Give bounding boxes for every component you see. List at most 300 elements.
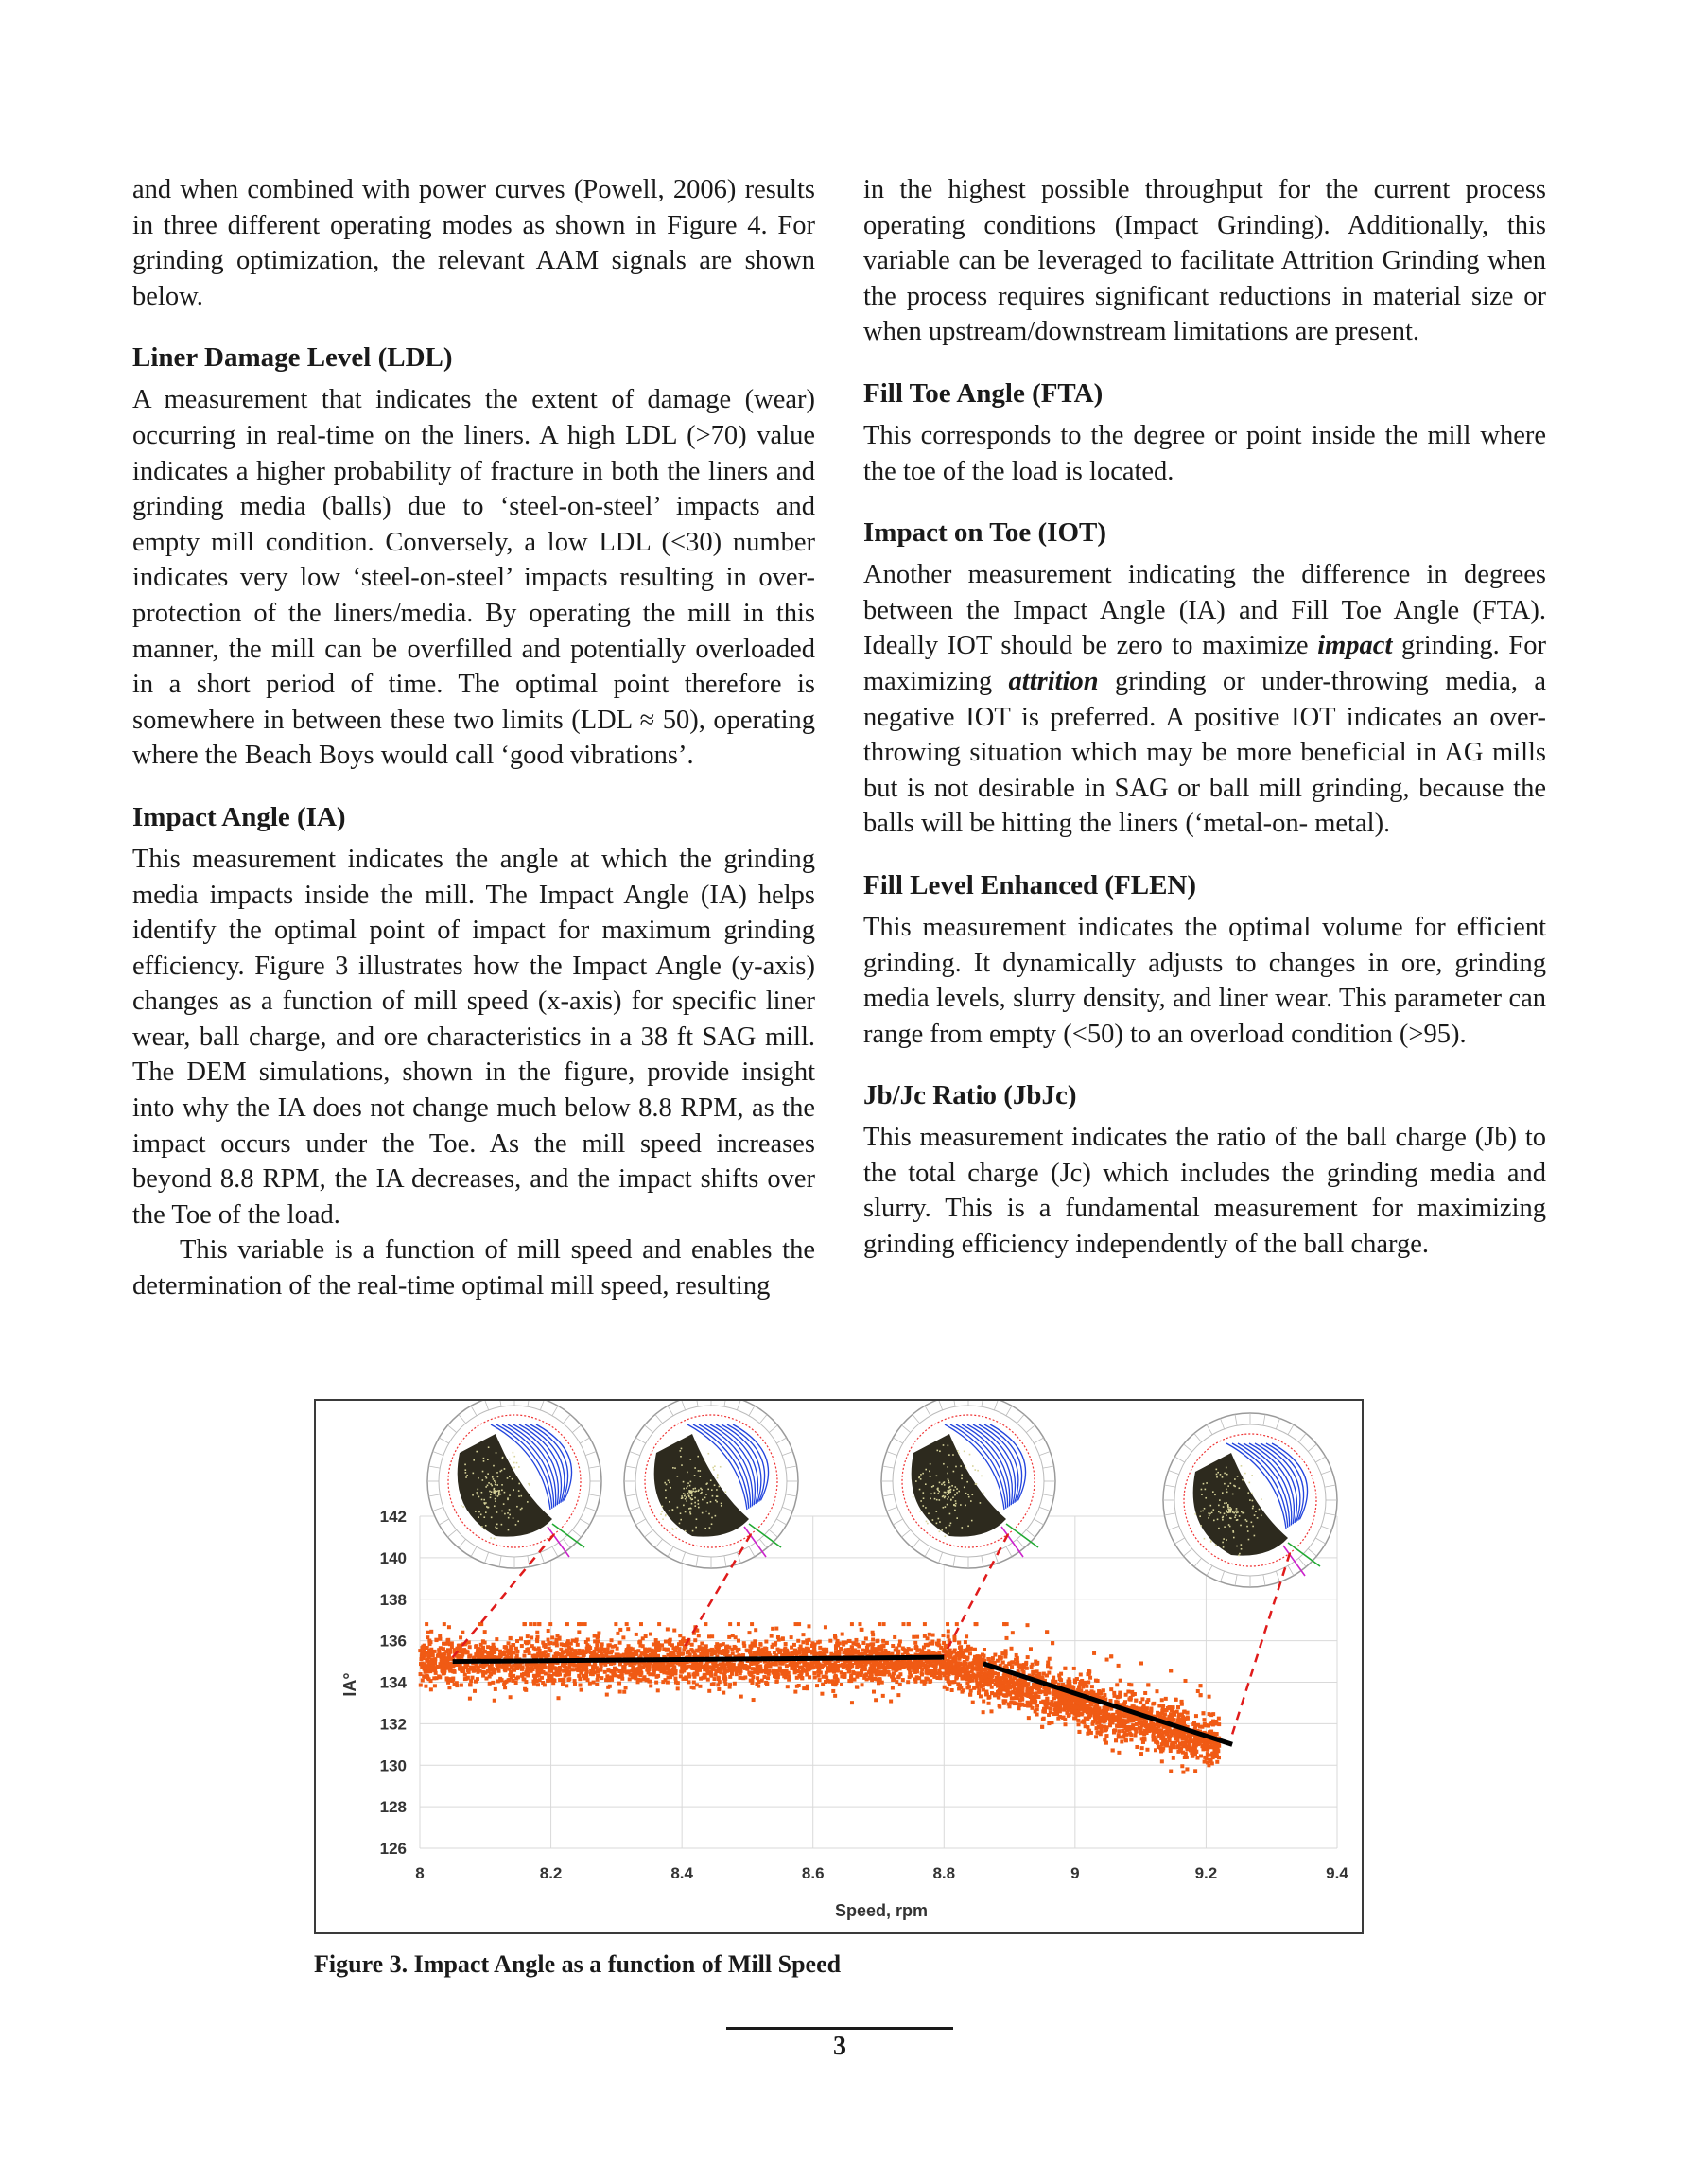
data-point (1024, 1662, 1028, 1666)
data-point (1142, 1737, 1146, 1740)
data-point (479, 1622, 483, 1626)
data-point (584, 1640, 588, 1644)
data-point (728, 1683, 732, 1686)
data-point (1145, 1700, 1149, 1704)
data-point (875, 1663, 878, 1667)
data-point (450, 1641, 454, 1645)
data-point (850, 1645, 854, 1649)
data-point (979, 1678, 983, 1682)
data-point (1052, 1676, 1055, 1680)
ldl-heading: Liner Damage Level (LDL) (132, 342, 453, 374)
data-point (881, 1639, 885, 1643)
inset-particle (513, 1517, 514, 1519)
data-point (600, 1645, 603, 1649)
data-point (1017, 1679, 1021, 1683)
data-point (433, 1661, 437, 1665)
data-point (973, 1648, 977, 1651)
data-point (759, 1643, 763, 1647)
data-point (824, 1625, 827, 1629)
data-point (1135, 1722, 1139, 1726)
data-point (617, 1669, 621, 1673)
inset-particle (498, 1490, 500, 1492)
data-point (730, 1669, 734, 1673)
data-point (894, 1649, 897, 1652)
data-point (980, 1662, 983, 1666)
data-point (947, 1634, 950, 1638)
data-point (941, 1634, 945, 1637)
data-point (622, 1653, 626, 1657)
data-point (759, 1669, 763, 1673)
data-point (751, 1675, 755, 1679)
data-point (1121, 1729, 1124, 1733)
data-point (1134, 1699, 1138, 1703)
data-point (656, 1674, 660, 1678)
data-point (436, 1654, 440, 1658)
data-point (1077, 1722, 1081, 1726)
inset-particle (497, 1495, 499, 1497)
data-point (882, 1622, 886, 1626)
data-point (1175, 1745, 1179, 1749)
data-point (1027, 1716, 1031, 1720)
data-point (979, 1694, 983, 1698)
data-point (778, 1651, 782, 1654)
data-point (968, 1651, 972, 1655)
data-point (514, 1663, 518, 1667)
data-point (681, 1677, 685, 1681)
data-point (664, 1639, 668, 1643)
data-point (1096, 1679, 1100, 1683)
inset-particle (488, 1446, 490, 1448)
data-point (442, 1671, 445, 1675)
data-point (1129, 1696, 1133, 1700)
data-point (709, 1674, 713, 1678)
data-point (427, 1649, 431, 1652)
data-point (1112, 1691, 1116, 1695)
data-point (672, 1629, 676, 1633)
data-point (460, 1655, 463, 1659)
data-point (754, 1643, 757, 1647)
flen-heading: Fill Level Enhanced (FLEN) (863, 869, 1197, 900)
inset-particle (487, 1485, 489, 1487)
data-point (850, 1622, 854, 1626)
data-point (1071, 1707, 1075, 1711)
data-point (871, 1651, 875, 1654)
data-point (443, 1622, 446, 1626)
data-point (1124, 1738, 1128, 1742)
inset-particle (501, 1524, 503, 1526)
data-point (595, 1683, 599, 1686)
data-point (801, 1633, 805, 1636)
data-point (869, 1664, 873, 1668)
inset-particle (513, 1452, 514, 1454)
data-point (562, 1669, 565, 1673)
data-point (825, 1650, 828, 1653)
data-point (565, 1622, 569, 1626)
data-point (804, 1669, 808, 1672)
data-point (930, 1669, 934, 1673)
data-point (667, 1671, 670, 1675)
data-point (618, 1690, 622, 1694)
data-point (638, 1644, 642, 1648)
data-point (785, 1664, 789, 1668)
data-point (1180, 1742, 1184, 1746)
fta-heading: Fill Toe Angle (FTA) (863, 377, 1104, 409)
data-point (812, 1671, 816, 1675)
data-point (873, 1677, 877, 1681)
data-point (530, 1635, 533, 1639)
data-point (739, 1668, 742, 1671)
data-point (622, 1690, 626, 1694)
inset-particle (496, 1528, 498, 1529)
data-point (723, 1668, 727, 1671)
data-point (728, 1675, 732, 1679)
inset-particle (490, 1494, 492, 1495)
data-point (538, 1668, 542, 1671)
data-point (496, 1666, 499, 1669)
data-point (523, 1687, 527, 1691)
data-point (1048, 1657, 1052, 1661)
data-point (778, 1669, 782, 1672)
data-point (782, 1674, 786, 1678)
data-point (852, 1649, 856, 1652)
data-point (805, 1647, 809, 1651)
data-point (1087, 1680, 1090, 1684)
data-point (525, 1641, 529, 1645)
data-point (495, 1637, 498, 1641)
data-point (800, 1676, 804, 1680)
data-point (1129, 1715, 1133, 1719)
data-point (999, 1657, 1002, 1661)
data-point (651, 1649, 654, 1652)
data-point (510, 1655, 513, 1659)
data-point (1032, 1683, 1035, 1686)
data-point (1143, 1691, 1147, 1695)
data-point (967, 1677, 971, 1681)
inset-particle (492, 1476, 494, 1478)
data-point (519, 1636, 523, 1640)
data-point (458, 1644, 461, 1648)
data-point (783, 1651, 787, 1655)
data-point (483, 1630, 487, 1634)
data-point (899, 1661, 903, 1665)
data-point (536, 1683, 540, 1686)
data-point (693, 1638, 697, 1642)
data-point (1191, 1722, 1195, 1726)
data-point (982, 1700, 985, 1704)
data-point (469, 1666, 473, 1669)
data-point (568, 1663, 572, 1667)
data-point (656, 1688, 660, 1692)
data-point (468, 1683, 472, 1686)
data-point (617, 1682, 621, 1686)
inset-particle (490, 1483, 492, 1485)
inset-particle (494, 1505, 496, 1507)
data-point (617, 1652, 620, 1656)
data-point (583, 1669, 586, 1672)
data-point (1143, 1729, 1147, 1733)
data-point (710, 1634, 714, 1638)
data-point (1049, 1706, 1052, 1710)
data-point (690, 1643, 694, 1647)
data-point (927, 1677, 930, 1681)
data-point (597, 1631, 600, 1634)
inset-particle (485, 1476, 487, 1477)
inset-particle (498, 1492, 500, 1494)
data-point (558, 1636, 562, 1640)
data-point (1161, 1736, 1165, 1739)
data-point (918, 1663, 922, 1667)
data-point (503, 1645, 507, 1649)
inset-particle (516, 1506, 518, 1508)
data-point (756, 1676, 759, 1680)
data-point (1206, 1760, 1209, 1764)
data-point (920, 1668, 924, 1671)
data-point (567, 1673, 571, 1677)
data-point (1199, 1684, 1203, 1687)
data-point (1011, 1631, 1015, 1634)
data-point (771, 1627, 774, 1631)
data-point (483, 1670, 487, 1674)
data-point (1092, 1651, 1096, 1655)
data-point (1129, 1733, 1133, 1737)
inset-particle (529, 1484, 530, 1486)
data-point (923, 1634, 927, 1638)
data-point (476, 1652, 479, 1656)
data-point (816, 1652, 820, 1656)
data-point (763, 1652, 767, 1656)
data-point (632, 1667, 635, 1670)
data-point (1117, 1695, 1121, 1699)
data-point (828, 1639, 832, 1643)
data-point (908, 1671, 912, 1675)
iot-text-a: Another measurement indicating the difference in degrees between the Impact Angle (IA) and Fill Toe Angle (FTA). Ideally IOT should be zero to maximize (863, 560, 1546, 661)
data-point (1209, 1713, 1213, 1717)
data-point (433, 1666, 437, 1669)
data-point (1095, 1731, 1099, 1735)
data-point (1072, 1667, 1076, 1670)
data-point (426, 1635, 429, 1639)
inset-particle (473, 1459, 475, 1461)
data-point (634, 1673, 637, 1677)
data-point (871, 1642, 875, 1646)
data-point (1118, 1691, 1122, 1695)
data-point (528, 1651, 531, 1655)
data-point (1168, 1729, 1172, 1733)
data-point (914, 1645, 918, 1649)
data-point (1001, 1661, 1005, 1665)
data-point (1164, 1732, 1168, 1736)
data-point (1120, 1739, 1123, 1743)
inset-particle (496, 1491, 497, 1493)
inset-particle (504, 1492, 506, 1494)
inset-particle (491, 1516, 493, 1518)
inset-particle (504, 1468, 506, 1470)
data-point (983, 1675, 987, 1679)
data-point (996, 1676, 1000, 1680)
data-point (618, 1628, 622, 1632)
data-point (1026, 1682, 1030, 1686)
ia-paragraph-2: This variable is a function of mill speed and enables the determination of the real-time optimal mill speed, resulting (132, 1235, 815, 1302)
data-point (1143, 1722, 1147, 1726)
data-point (833, 1675, 837, 1679)
data-point (1087, 1704, 1090, 1708)
data-point (542, 1644, 546, 1648)
data-point (908, 1675, 912, 1679)
data-point (718, 1668, 722, 1671)
data-point (685, 1667, 688, 1670)
inset-particle (509, 1494, 511, 1496)
data-point (1090, 1685, 1094, 1688)
data-point (579, 1684, 583, 1687)
data-point (626, 1627, 630, 1631)
data-point (523, 1672, 527, 1676)
data-point (1151, 1734, 1155, 1738)
data-point (1160, 1759, 1164, 1763)
inset-particle (464, 1464, 466, 1466)
data-point (492, 1643, 496, 1647)
data-point (635, 1633, 638, 1636)
data-point (829, 1668, 833, 1671)
data-point (957, 1662, 961, 1666)
data-point (1053, 1680, 1057, 1684)
inset-particle (462, 1506, 464, 1508)
data-point (871, 1638, 875, 1642)
data-point (564, 1666, 567, 1669)
data-point (850, 1701, 854, 1704)
data-point (486, 1645, 490, 1649)
data-point (991, 1656, 995, 1660)
data-point (662, 1647, 666, 1651)
data-point (1004, 1649, 1008, 1652)
data-point (715, 1646, 719, 1650)
data-point (488, 1682, 492, 1686)
data-point (1129, 1738, 1133, 1741)
data-point (750, 1622, 754, 1626)
data-point (677, 1649, 681, 1652)
data-point (464, 1665, 468, 1669)
data-point (757, 1685, 760, 1688)
data-point (453, 1683, 457, 1686)
data-point (461, 1669, 465, 1673)
data-point (1149, 1709, 1153, 1713)
inset-particle (476, 1451, 478, 1453)
data-point (583, 1676, 586, 1680)
data-point (665, 1666, 669, 1669)
data-point (807, 1624, 810, 1628)
data-point (861, 1641, 865, 1645)
data-point (575, 1651, 579, 1655)
data-point (616, 1632, 619, 1635)
data-point (1172, 1742, 1175, 1746)
data-point (915, 1668, 919, 1671)
data-point (438, 1675, 442, 1679)
data-point (695, 1669, 699, 1672)
data-point (885, 1669, 889, 1673)
data-point (660, 1666, 664, 1669)
data-point (805, 1673, 809, 1677)
inset-particle (477, 1494, 478, 1495)
inset-particle (518, 1495, 520, 1497)
data-point (793, 1668, 797, 1671)
data-point (977, 1672, 981, 1676)
data-point (1104, 1719, 1107, 1722)
data-point (1176, 1705, 1180, 1709)
data-point (1164, 1697, 1168, 1701)
data-point (938, 1671, 942, 1675)
inset-particle (495, 1527, 496, 1529)
data-point (848, 1661, 852, 1665)
data-point (1025, 1667, 1029, 1670)
data-point (1046, 1664, 1050, 1668)
data-point (1100, 1729, 1104, 1733)
data-point (1016, 1689, 1019, 1693)
data-point (589, 1670, 593, 1674)
data-point (1074, 1699, 1078, 1703)
data-point (1183, 1679, 1187, 1683)
data-point (957, 1666, 961, 1669)
inset-particle (483, 1460, 485, 1462)
data-point (739, 1676, 742, 1680)
data-point (1157, 1728, 1161, 1732)
data-point (456, 1655, 460, 1659)
data-point (1111, 1721, 1115, 1724)
data-point (723, 1652, 727, 1656)
data-point (1063, 1698, 1067, 1702)
data-point (562, 1643, 565, 1647)
data-point (487, 1651, 491, 1655)
data-point (754, 1628, 757, 1632)
data-point (1030, 1706, 1034, 1710)
data-point (848, 1639, 852, 1643)
data-point (1192, 1744, 1196, 1748)
data-point (491, 1681, 495, 1685)
data-point (1076, 1705, 1080, 1709)
data-point (1141, 1740, 1145, 1744)
data-point (636, 1680, 640, 1684)
data-point (737, 1639, 740, 1643)
data-point (871, 1633, 875, 1636)
inset-particle (507, 1498, 509, 1500)
data-point (856, 1650, 860, 1653)
data-point (532, 1674, 536, 1678)
inset-particle (520, 1495, 522, 1497)
inset-particle (496, 1484, 498, 1486)
data-point (794, 1651, 798, 1654)
intro-paragraph: and when combined with power curves (Powell, 2006) results in three different operating modes as shown in Figure 4. For grinding optimization, the relevant AAM signals are shown below. (132, 175, 815, 311)
data-point (1145, 1748, 1149, 1752)
data-point (1151, 1727, 1155, 1731)
data-point (614, 1644, 617, 1648)
data-point (511, 1643, 514, 1647)
data-point (758, 1664, 762, 1668)
data-point (849, 1679, 853, 1683)
inset-particle (501, 1490, 503, 1492)
data-point (757, 1647, 760, 1651)
data-point (728, 1667, 732, 1670)
data-point (790, 1662, 793, 1666)
data-point (1028, 1689, 1032, 1693)
data-point (737, 1622, 740, 1626)
data-point (561, 1682, 565, 1686)
data-point (860, 1628, 863, 1632)
data-point (595, 1643, 599, 1647)
data-point (1010, 1647, 1014, 1651)
data-point (842, 1665, 845, 1669)
inset-particle (513, 1489, 514, 1491)
data-point (793, 1690, 797, 1694)
data-point (1139, 1752, 1143, 1756)
inset-particle (488, 1482, 490, 1484)
